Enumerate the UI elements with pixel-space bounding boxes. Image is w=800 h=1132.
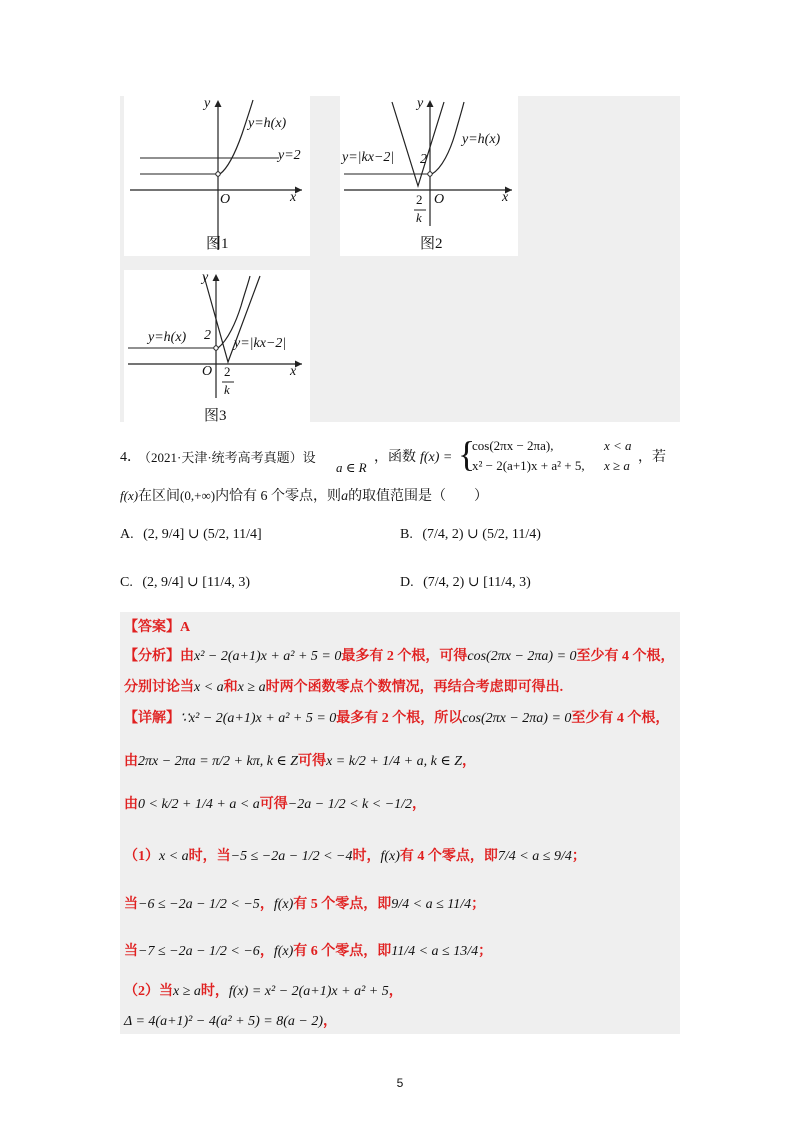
analysis-line-2 <box>124 676 563 696</box>
question-qujian: 在区间 <box>138 489 181 504</box>
case1-text4: 有 4 个零点，即 <box>399 849 498 864</box>
case4-math2: f(x) = x² − 2(a+1)x + a² + 5 <box>228 984 389 999</box>
analysis2-text2: 和 <box>223 680 238 695</box>
case4-math1: x ≥ a <box>173 984 201 999</box>
detail3-math2: −2a − 1/2 < k < −1/2 <box>287 797 413 812</box>
option-d-label: D. <box>400 575 414 590</box>
fig1-caption: 图1 <box>206 236 229 252</box>
option-b-text: (7/4, 2) ∪ (5/2, 11/4) <box>422 527 541 542</box>
detail2-math1: 2πx − 2πa = π/2 + kπ, k ∈ Z <box>138 754 299 769</box>
case3-math3: 11/4 < a ≤ 13/4 <box>391 944 479 959</box>
answer-label-text: 【答案】A <box>124 620 191 635</box>
option-c-text: (2, 9/4] ∪ [11/4, 3) <box>142 575 250 590</box>
detail-math2: cos(2πx − 2πa) = 0 <box>462 711 572 726</box>
page-number: 5 <box>396 1076 404 1090</box>
delta-math: Δ = 4(a+1)² − 4(a² + 5) = 8(a − 2) <box>124 1014 324 1029</box>
question-interval: (0,+∞) <box>180 488 216 503</box>
fig1-x-label: x <box>290 190 297 205</box>
question-given: a ∈ R <box>336 460 367 475</box>
fig2-y-label: y <box>417 96 424 111</box>
case2-math1: −6 ≤ −2a − 1/2 < −5 <box>138 897 260 912</box>
question-piece1: cos(2πx − 2πa), <box>472 438 554 453</box>
detail3-text1: 由 <box>124 797 138 812</box>
detail-label: 【详解】 <box>124 711 180 726</box>
option-d-text: (7/4, 2) ∪ [11/4, 3) <box>423 575 531 590</box>
analysis-text2: 至少有 4 个根， <box>576 649 675 664</box>
case3-math2: f(x) <box>273 944 294 959</box>
detail3-math1: 0 < k/2 + 1/4 + a < a <box>138 797 260 812</box>
figure-3 <box>124 270 310 422</box>
question-number: 4． <box>120 450 141 465</box>
detail-line-3 <box>124 793 426 813</box>
case-1-line <box>124 845 586 865</box>
detail3-text2: 可得 <box>259 797 288 812</box>
question-fx: f(x) <box>120 488 139 503</box>
detail-line-1 <box>124 707 669 727</box>
case1-math2: −5 ≤ −2a − 1/2 < −4 <box>230 849 353 864</box>
analysis2-text1: 分别讨论当 <box>124 680 194 695</box>
case3-text4: ； <box>478 944 493 959</box>
case1-math3: f(x) <box>380 849 400 864</box>
fig2-abs-label: y=|kx−2| <box>342 150 395 165</box>
detail2-text1: 由 <box>124 754 138 769</box>
fig3-root-den: k <box>224 382 230 397</box>
option-b[interactable] <box>400 526 541 543</box>
case-2-line <box>124 893 485 913</box>
question-ruo: ，若 <box>638 450 666 465</box>
case3-text3: 有 6 个零点，即 <box>293 944 392 959</box>
analysis-line-1 <box>124 645 675 665</box>
fig2-root-den: k <box>416 210 422 225</box>
fig3-caption: 图3 <box>204 408 227 424</box>
case1-text5: ； <box>571 849 586 864</box>
case1-math1: x < a <box>159 849 189 864</box>
fig2-caption: 图2 <box>420 236 443 252</box>
case2-math2: f(x) <box>273 897 294 912</box>
fig3-y-label: y <box>202 270 209 285</box>
delta-line <box>124 1010 337 1030</box>
detail-math1: ∵x² − 2(a+1)x + a² + 5 = 0 <box>180 711 337 726</box>
case3-math1: −7 ≤ −2a − 1/2 < −6 <box>138 944 260 959</box>
option-a[interactable] <box>120 526 262 543</box>
question-cond2: x ≥ a <box>604 458 630 473</box>
fig1-y-label: y <box>204 96 211 111</box>
analysis-eq1: x² − 2(a+1)x + a² + 5 = 0 <box>194 649 342 664</box>
analysis2-text3: 时两个函数零点个数情况，再结合考虑即可得出. <box>265 680 564 695</box>
figure-2 <box>340 96 518 256</box>
question-func-intro: ，函数 <box>374 450 416 465</box>
option-b-label: B. <box>400 527 413 542</box>
option-c-label: C. <box>120 575 133 590</box>
option-d[interactable] <box>400 574 531 591</box>
case2-text2: ， <box>259 897 274 912</box>
fig3-root-num: 2 <box>224 364 231 379</box>
case2-text3: 有 5 个零点，即 <box>293 897 392 912</box>
detail3-text3: ， <box>412 797 427 812</box>
fig1-line-label: y=2 <box>278 148 301 163</box>
fig3-x-label: x <box>290 364 297 379</box>
analysis-eq2: cos(2πx − 2πa) = 0 <box>467 649 577 664</box>
case2-text4: ； <box>471 897 486 912</box>
case1-math4: 7/4 < a ≤ 9/4 <box>497 849 572 864</box>
case1-text1: （1） <box>124 849 159 864</box>
fig2-origin: O <box>434 192 445 207</box>
case-3-line <box>124 940 492 960</box>
question-cond1: x < a <box>604 438 632 453</box>
fig2-two: 2 <box>420 152 427 167</box>
case2-math3: 9/4 < a ≤ 11/4 <box>391 897 472 912</box>
question-brace: { <box>458 434 476 474</box>
case4-text3: ， <box>388 984 403 999</box>
question-f-def: f(x) = <box>420 450 453 465</box>
fig1-origin: O <box>220 192 231 207</box>
fig3-h-label: y=h(x) <box>148 330 187 345</box>
analysis-label: 【分析】由 <box>124 649 194 664</box>
question-line-2 <box>120 486 488 507</box>
fig2-h-label: y=h(x) <box>462 132 501 147</box>
detail2-math2: x = k/2 + 1/4 + a, k ∈ Z <box>326 754 462 769</box>
case-4-line <box>124 980 403 1000</box>
answer-label <box>124 616 190 636</box>
case2-text1: 当 <box>124 897 138 912</box>
question-zeros: 内恰有 6 个零点，则 <box>215 489 342 504</box>
analysis2-math2: x ≥ a <box>237 680 266 695</box>
case3-text1: 当 <box>124 944 138 959</box>
delta-text: ， <box>323 1014 338 1029</box>
question-piece2: x² − 2(a+1)x + a² + 5, <box>472 458 585 473</box>
figure-1 <box>124 96 310 256</box>
detail-line-2 <box>124 750 476 770</box>
option-a-text: (2, 9/4] ∪ (5/2, 11/4] <box>143 527 262 542</box>
fig3-two: 2 <box>204 328 211 343</box>
case3-text2: ， <box>259 944 274 959</box>
question-source: （2021·天津·统考高考真题）设 <box>138 450 316 465</box>
case4-text2: 时， <box>200 984 229 999</box>
detail2-text2: 可得 <box>298 754 327 769</box>
fig2-root-num: 2 <box>416 192 423 207</box>
fig3-origin: O <box>202 364 213 379</box>
case1-text3: 时， <box>352 849 381 864</box>
fig1-h-label: y=h(x) <box>248 116 287 131</box>
fig2-x-label: x <box>502 190 509 205</box>
case1-text2: 时，当 <box>188 849 231 864</box>
option-a-label: A. <box>120 527 134 542</box>
analysis-text1: 最多有 2 个根，可得 <box>341 649 468 664</box>
detail-text2: 至少有 4 个根， <box>571 711 670 726</box>
fig3-abs-label: y=|kx−2| <box>234 336 287 351</box>
question-a: a <box>341 489 349 504</box>
analysis2-math1: x < a <box>194 680 224 695</box>
question-range: 的取值范围是（ ） <box>348 489 489 504</box>
detail-text1: 最多有 2 个根，所以 <box>336 711 463 726</box>
case4-text1: （2）当 <box>124 984 173 999</box>
option-c[interactable] <box>120 574 250 591</box>
detail2-text3: ， <box>462 754 476 769</box>
